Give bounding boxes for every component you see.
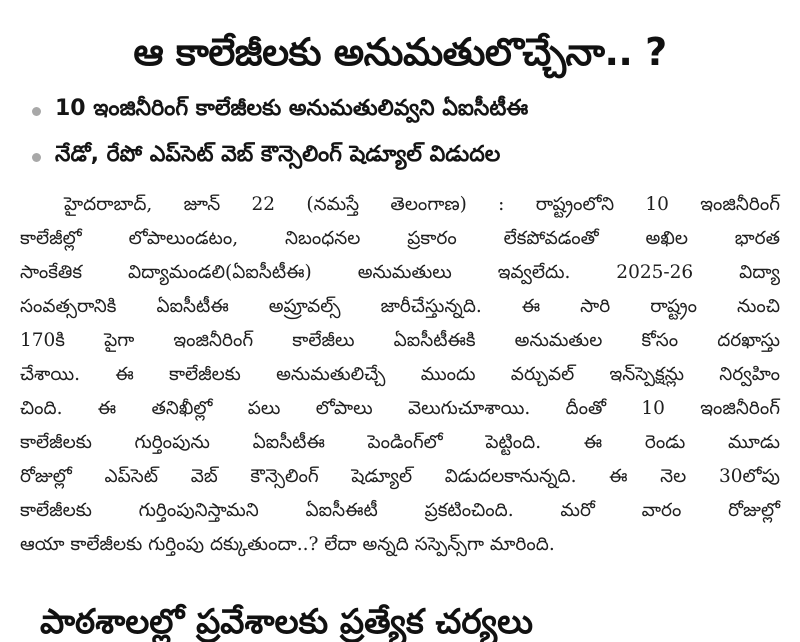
next-article-headline: పాఠశాలల్లో ప్రవేశాలకు ప్రత్యేక చర్యలు xyxy=(40,602,533,642)
body-line: సాంకేతిక విద్యామండలి(ఏఐసీటీఈ) అనుమతులు ఇవ్వలేదు. 2025-26 విద్యా xyxy=(20,262,780,283)
body-line: ఆయా కాలేజీలకు గుర్తింపు దక్కుతుందా..? లేదా అన్నది సస్పెన్స్‌గా మారింది. xyxy=(20,534,555,555)
bullet-icon xyxy=(32,153,41,162)
highlight-item xyxy=(32,88,772,134)
body-line: 170కి పైగా ఇంజినీరింగ్ కాలేజీలు ఏఐసీటీఈకి అనుమతుల కోసం దరఖాస్తు xyxy=(20,330,780,351)
highlight-item xyxy=(32,134,772,180)
body-line: కాలేజీలకు గుర్తింపునిస్తామని ఏఐసీఈటీ ప్రకటించింది. మరో వారం రోజుల్లో xyxy=(20,500,780,521)
body-line: రోజుల్లో ఎప్‌సెట్ వెబ్ కౌన్సెలింగ్ షెడ్యూల్ విడుదలకానున్నది. ఈ నెల 30లోపు xyxy=(20,466,780,487)
body-line: చింది. ఈ తనిఖీల్లో పలు లోపాలు వెలుగుచూశాయి. దీంతో 10 ఇంజినీరింగ్ xyxy=(20,398,780,419)
highlight-text: 10 ఇంజినీరింగ్ కాలేజీలకు అనుమతులివ్వని ఏఐసీటీఈ xyxy=(55,96,529,121)
body-line: సంవత్సరానికి ఏఐసీటీఈ అప్రూవల్స్ జారీచేస్తున్నది. ఈ సారి రాష్ట్రం నుంచి xyxy=(20,296,780,317)
highlight-text: నేడో, రేపో ఎప్‌సెట్ వెబ్ కౌన్సెలింగ్ షెడ్యూల్ విడుదల xyxy=(55,142,501,167)
body-line: హైదరాబాద్, జూన్ 22 (నమస్తే తెలంగాణ) : రాష్ట్రంలోని 10 ఇంజినీరింగ్ xyxy=(64,194,780,215)
next-article-headline-cropped xyxy=(40,600,760,642)
article-highlights xyxy=(32,88,772,180)
body-line: చేశాయి. ఈ కాలేజీలకు అనుమతులిచ్చే ముందు వర్చువల్ ఇన్‌స్పెక్షన్లు నిర్వహిం xyxy=(20,364,780,385)
body-line: కాలేజీల్లో లోపాలుండటం, నిబంధనల ప్రకారం లేకపోవడంతో అఖిల భారత xyxy=(20,228,780,249)
body-line: కాలేజీలకు గుర్తింపును ఏఐసీటీఈ పెండింగ్‌లో పెట్టింది. ఈ రెండు మూడు xyxy=(20,432,780,453)
article-headline: ఆ కాలేజీలకు అనుమతులొచ్చేనా.. ? xyxy=(133,30,667,74)
bullet-icon xyxy=(32,107,41,116)
article-body xyxy=(20,188,780,562)
